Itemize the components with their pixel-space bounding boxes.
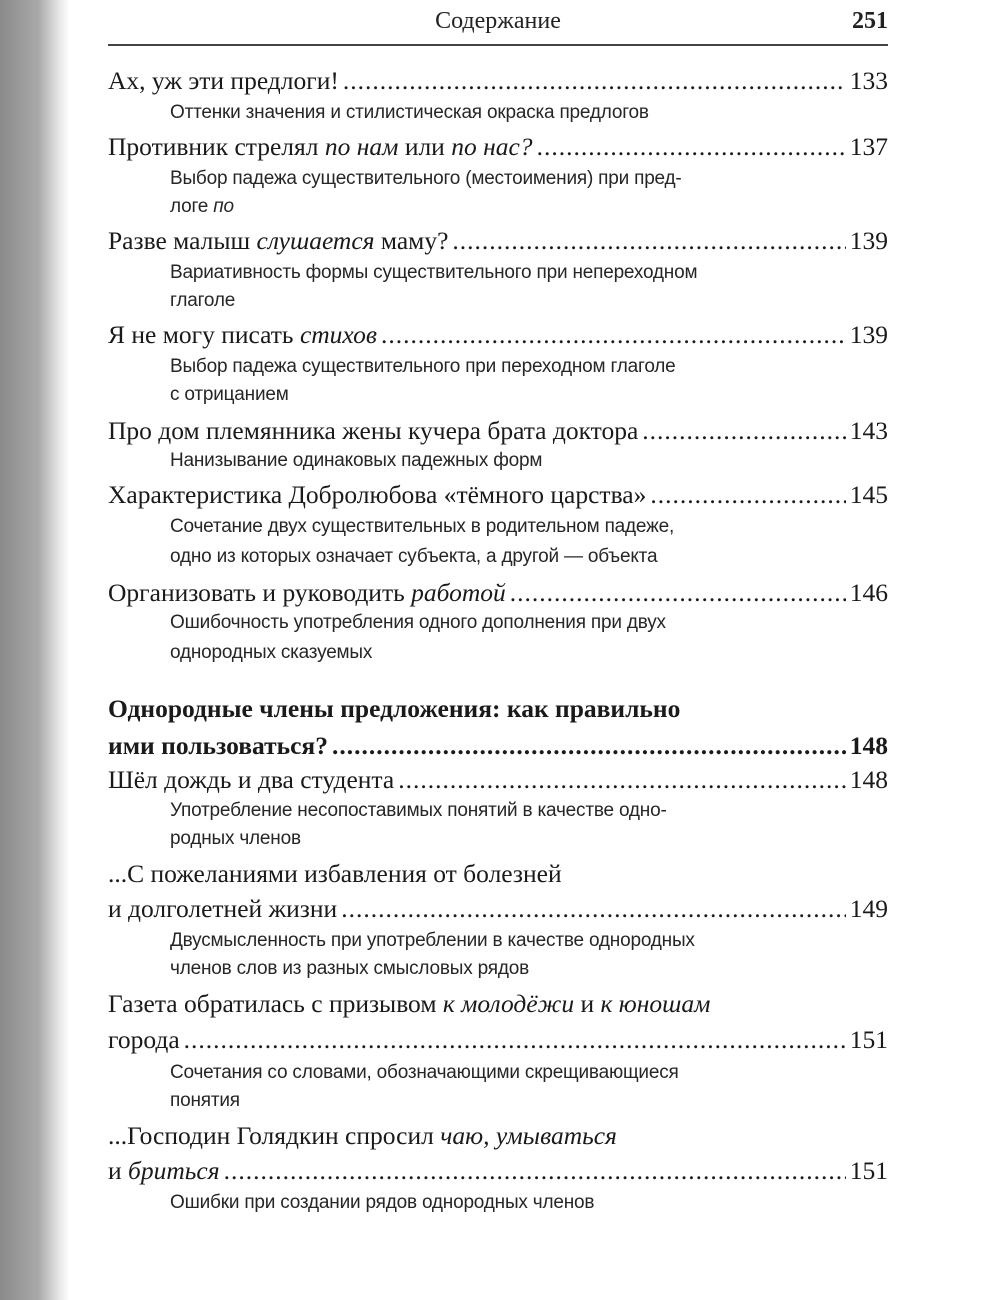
entry-text bbox=[170, 958, 529, 980]
toc-entry-title bbox=[108, 989, 888, 1023]
toc-entry-description bbox=[170, 546, 830, 574]
text: понятия bbox=[170, 1090, 240, 1111]
text: Шёл дождь и два студента bbox=[108, 765, 395, 794]
text: Я не могу писать bbox=[108, 320, 300, 349]
entry-text bbox=[170, 828, 301, 850]
dot-leader bbox=[341, 894, 846, 924]
text: Ошибки при создании рядов однородных членов bbox=[170, 1192, 595, 1213]
page-number: 151 bbox=[849, 1156, 888, 1185]
text: Организовать и руководить bbox=[108, 578, 412, 607]
dot-leader bbox=[184, 1025, 846, 1055]
text: Оттенки значения и стилистическая окраска предлогов bbox=[170, 102, 649, 123]
toc-entry-title bbox=[108, 480, 888, 514]
header-title: Содержание bbox=[435, 8, 561, 34]
page-number: 145 bbox=[849, 480, 888, 509]
toc-entry-description bbox=[170, 1062, 830, 1090]
entry-text bbox=[108, 1025, 180, 1055]
running-header bbox=[108, 8, 888, 42]
toc-entry-title bbox=[108, 1156, 888, 1190]
entry-text bbox=[170, 1062, 679, 1084]
toc-entry-title bbox=[108, 66, 888, 100]
toc-entry-description bbox=[170, 450, 830, 478]
text: ...С пожеланиями избавления от болезней bbox=[108, 859, 562, 888]
toc-entry-title bbox=[108, 226, 888, 260]
text: Употребление несопоставимых понятий в качестве одно- bbox=[170, 800, 667, 821]
dot-leader bbox=[537, 132, 846, 162]
text: ...Господин Голядкин спросил bbox=[108, 1121, 441, 1150]
toc-entry-description bbox=[170, 1192, 830, 1220]
italic-text: работой bbox=[411, 578, 506, 607]
toc-entry-title bbox=[108, 132, 888, 166]
entry-text bbox=[170, 546, 657, 568]
text: Выбор падежа существительного (местоимения) при пред- bbox=[170, 168, 682, 189]
dot-leader bbox=[398, 765, 846, 795]
text: и долголетней жизни bbox=[108, 894, 338, 923]
toc-entry-description bbox=[170, 828, 830, 856]
italic-text: стихов bbox=[299, 320, 377, 349]
text: Разве малыш bbox=[108, 226, 257, 255]
italic-text: чаю, умываться bbox=[440, 1121, 617, 1150]
page-number: 143 bbox=[849, 416, 888, 445]
toc-entry-description bbox=[170, 290, 830, 318]
text: Сочетания со словами, обозначающими скрещивающиеся bbox=[170, 1062, 679, 1083]
entry-text bbox=[170, 516, 674, 538]
entry-text bbox=[108, 480, 646, 510]
text: и bbox=[108, 1156, 129, 1185]
toc-entry-title bbox=[108, 765, 888, 799]
dot-leader bbox=[224, 1156, 846, 1186]
toc-entry-description bbox=[170, 516, 830, 544]
page-number: 139 bbox=[849, 320, 888, 349]
page-number: 139 bbox=[849, 226, 888, 255]
toc-entry-description bbox=[170, 262, 830, 290]
text: Выбор падежа существительного при переходном глаголе bbox=[170, 356, 676, 377]
entry-text bbox=[170, 168, 682, 190]
text: глаголе bbox=[170, 290, 236, 311]
text: ими пользоваться? bbox=[108, 731, 328, 760]
text: Противник стрелял bbox=[108, 132, 325, 161]
dot-leader bbox=[650, 480, 845, 510]
text: маму? bbox=[374, 226, 449, 255]
text: однородных сказуемых bbox=[170, 642, 373, 663]
scan-margin bbox=[0, 0, 70, 1300]
toc-entry-description bbox=[170, 642, 830, 670]
entry-text bbox=[170, 930, 695, 952]
dot-leader bbox=[452, 226, 845, 256]
italic-text: по bbox=[213, 196, 234, 217]
entry-text bbox=[108, 894, 337, 924]
entry-text bbox=[170, 196, 234, 218]
entry-text bbox=[170, 1090, 240, 1112]
entry-text bbox=[170, 612, 666, 634]
entry-text bbox=[108, 578, 506, 608]
text: одно из которых означает субъекта, а другой — объекта bbox=[170, 546, 658, 567]
text: Ах, уж эти предлоги! bbox=[108, 66, 339, 95]
toc-entry-description bbox=[170, 800, 830, 828]
entry-text bbox=[108, 694, 680, 724]
toc-entry-description bbox=[170, 384, 830, 412]
italic-text: по нас? bbox=[451, 132, 533, 161]
entry-text bbox=[108, 416, 638, 446]
toc-entry-description bbox=[170, 102, 830, 130]
entry-text bbox=[108, 132, 533, 162]
entry-text bbox=[108, 989, 710, 1019]
text: с отрицанием bbox=[170, 384, 289, 405]
toc-entry-description bbox=[170, 1090, 830, 1118]
toc-entry-description bbox=[170, 168, 830, 196]
italic-text: слушается bbox=[256, 226, 375, 255]
page-number: 149 bbox=[849, 894, 888, 923]
italic-text: бриться bbox=[128, 1156, 220, 1185]
entry-text bbox=[170, 102, 649, 124]
toc-section-heading bbox=[108, 694, 888, 728]
italic-text: к молодёжи bbox=[442, 989, 575, 1018]
entry-text bbox=[170, 384, 289, 406]
entry-text bbox=[170, 262, 697, 284]
dot-leader bbox=[381, 320, 846, 350]
dot-leader bbox=[510, 578, 846, 608]
toc-entry-description bbox=[170, 612, 830, 640]
dot-leader bbox=[332, 731, 846, 761]
text: Однородные члены предложения: как правильно bbox=[108, 694, 681, 723]
entry-text bbox=[170, 1192, 594, 1214]
toc-entry-description bbox=[170, 958, 830, 986]
text: логе bbox=[170, 196, 214, 217]
dot-leader bbox=[642, 416, 845, 446]
toc-entry-title bbox=[108, 416, 888, 450]
text: Характеристика Добролюбова «тёмного царства» bbox=[108, 480, 647, 509]
entry-text bbox=[108, 765, 394, 795]
entry-text bbox=[170, 450, 542, 472]
text: родных членов bbox=[170, 828, 301, 849]
entry-text bbox=[108, 731, 328, 761]
entry-text bbox=[108, 1121, 617, 1151]
toc-entry-description bbox=[170, 356, 830, 384]
italic-text: по нам bbox=[324, 132, 399, 161]
toc-entry-title bbox=[108, 320, 888, 354]
text: города bbox=[108, 1025, 180, 1054]
toc-section-heading bbox=[108, 731, 888, 765]
entry-text bbox=[108, 66, 339, 96]
dot-leader bbox=[343, 66, 846, 96]
text: или bbox=[398, 132, 452, 161]
toc-entry-description bbox=[170, 930, 830, 958]
header-rule bbox=[108, 44, 888, 46]
toc-entry-description bbox=[170, 196, 830, 224]
toc-entry-title bbox=[108, 1121, 888, 1155]
italic-text: к юношам bbox=[600, 989, 711, 1018]
text: Ошибочность употребления одного дополнения при двух bbox=[170, 612, 666, 633]
page-number: 133 bbox=[849, 66, 888, 95]
entry-text bbox=[170, 290, 235, 312]
page-number: 148 bbox=[849, 765, 888, 794]
entry-text bbox=[170, 800, 667, 822]
page-number: 137 bbox=[849, 132, 888, 161]
page-number: 148 bbox=[849, 731, 888, 760]
toc-entry-title bbox=[108, 578, 888, 612]
entry-text bbox=[108, 859, 562, 889]
page-number: 146 bbox=[849, 578, 888, 607]
toc-entry-title bbox=[108, 859, 888, 893]
text: Вариативность формы существительного при непереходном bbox=[170, 262, 698, 283]
text: членов слов из разных смысловых рядов bbox=[170, 958, 529, 979]
text: Сочетание двух существительных в родительном падеже, bbox=[170, 516, 675, 537]
entry-text bbox=[108, 226, 448, 256]
entry-text bbox=[170, 642, 372, 664]
entry-text bbox=[108, 1156, 220, 1186]
entry-text bbox=[170, 356, 676, 378]
text: Про дом племянника жены кучера брата доктора bbox=[108, 416, 639, 445]
entry-text bbox=[108, 320, 377, 350]
page-number: 151 bbox=[849, 1025, 888, 1054]
text: Газета обратилась с призывом bbox=[108, 989, 443, 1018]
header-page-number: 251 bbox=[852, 8, 888, 34]
text: и bbox=[574, 989, 601, 1018]
text: Нанизывание одинаковых падежных форм bbox=[170, 450, 543, 471]
text: Двусмысленность при употреблении в качестве однородных bbox=[170, 930, 695, 951]
toc-entry-title bbox=[108, 1025, 888, 1059]
toc-entry-title bbox=[108, 894, 888, 928]
